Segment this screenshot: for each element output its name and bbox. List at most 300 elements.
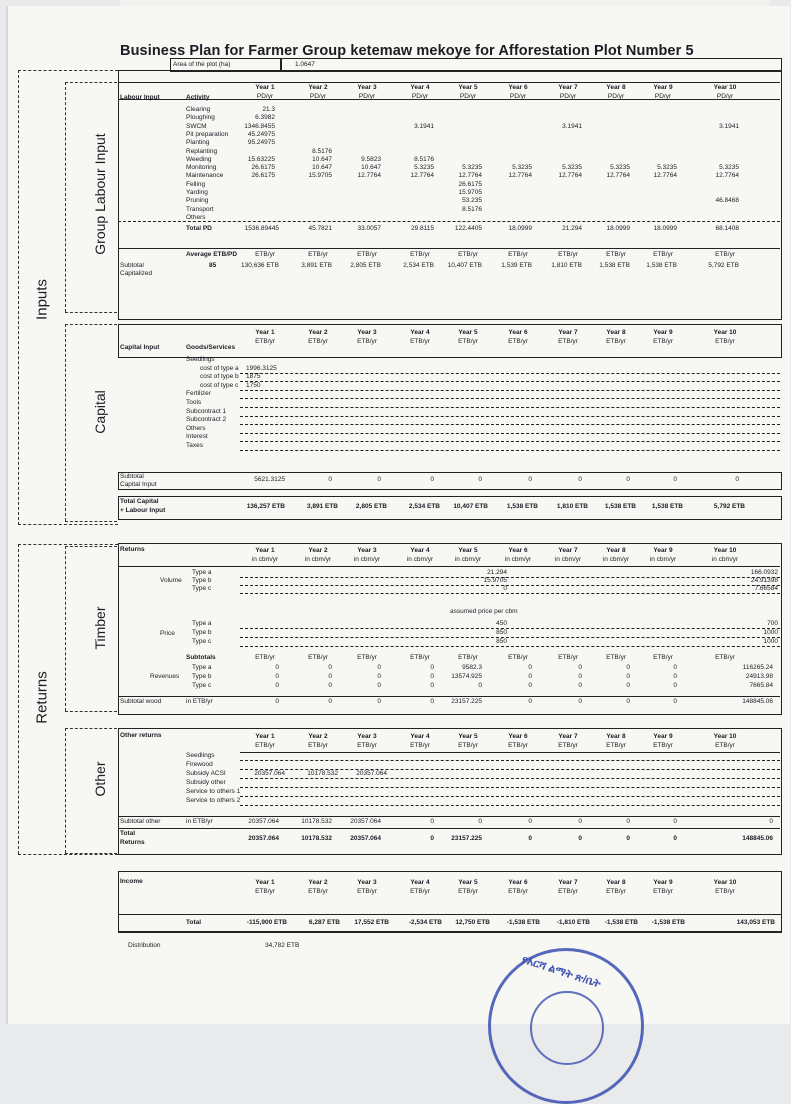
wood-subtotal-cell: 0 [528, 698, 532, 705]
labour-header-year-1: Year 1 [255, 84, 275, 91]
other-subtotal-cell: 0 [430, 818, 434, 825]
revenue-cell: 0 [275, 673, 279, 680]
subtotals-unit: ETB/yr [255, 654, 275, 661]
labour-cell: 5.3235 [719, 164, 739, 172]
labour-bracket-top [65, 82, 117, 83]
capital-total-cell: 10,407 ETB [453, 503, 488, 510]
labour-header-unit-6: PD/yr [509, 93, 527, 100]
income-header-unit-8: ETB/yr [606, 888, 626, 895]
subtotals-unit: ETB/yr [653, 654, 673, 661]
labour-cell: 9.5823 [361, 155, 381, 163]
capital-bracket-top [65, 324, 117, 325]
timber-price-rule [240, 628, 780, 629]
timber-header-unit-9: in cbm/yr [649, 556, 677, 563]
labour-cell: 8.5176 [462, 205, 482, 213]
capital-header-unit-7: ETB/yr [558, 338, 578, 345]
labour-etb-unit: ETB/yr [255, 251, 275, 258]
labour-header-unit-4: PD/yr [411, 93, 429, 100]
labour-etb-unit: ETB/yr [715, 251, 735, 258]
volume-type-label: Type b [192, 577, 212, 584]
labour-cell: 26.6175 [458, 180, 482, 188]
distribution-value: 34,782 ETB [265, 942, 300, 949]
timber-bracket-top [65, 546, 117, 547]
labour-header-year-10: Year 10 [713, 84, 737, 91]
labour-total-label: Total PD [186, 225, 212, 232]
labour-cell: 12.7764 [606, 172, 630, 180]
total-returns-cell: 23157.225 [451, 835, 482, 842]
timber-volume-rule [240, 593, 780, 594]
capital-row-label: Others [186, 424, 206, 432]
capital-subtotal-cell: 0 [626, 476, 630, 483]
labour-bracket-bottom [65, 312, 117, 313]
timber-header-year-4: Year 4 [410, 547, 430, 554]
labour-cell: 12.7764 [558, 172, 582, 180]
price-y5-cell: 850 [496, 629, 507, 636]
revenue-cell: 0 [478, 682, 482, 689]
other-row-rule [240, 760, 780, 761]
other-header-year-4: Year 4 [410, 733, 430, 740]
wood-subtotal-cell: 0 [673, 698, 677, 705]
labour-subtotal-label: Subtotal [120, 262, 144, 269]
timber-header-unit-6: in cbm/yr [504, 556, 532, 563]
labour-cell: 26.6175 [251, 172, 275, 180]
other-header-year-3: Year 3 [357, 733, 377, 740]
capital-row-label: Tools [186, 399, 202, 406]
subtotals-unit: ETB/yr [410, 654, 430, 661]
capital-total-cell: 1,538 ETB [604, 503, 636, 510]
labour-header-year-3: Year 3 [357, 84, 377, 91]
total-returns-cell: 0 [626, 835, 630, 842]
total-capital-label2: + Labour Input [120, 507, 166, 514]
labour-subtotal-cell: 1,539 ETB [501, 262, 532, 269]
income-header-unit-3: ETB/yr [357, 888, 377, 895]
income-header-year-9: Year 9 [653, 879, 673, 886]
labour-cell: 12.7764 [508, 172, 532, 180]
other-header-unit-4: ETB/yr [410, 742, 430, 749]
labour-header-year-9: Year 9 [653, 84, 673, 91]
other-row-label: Firewood [186, 761, 213, 768]
subtotals-unit: ETB/yr [606, 654, 626, 661]
timber-header-year-5: Year 5 [458, 547, 478, 554]
stamp-text: የእርሻ ልማት ጽ/ቤት [520, 953, 603, 991]
capital-row-label: Fertilizer [186, 390, 211, 398]
capital-row-value: 1750 [246, 381, 261, 389]
total-returns-cell: 0 [528, 835, 532, 842]
wood-subtotal-rule [118, 696, 780, 697]
wood-subtotal-cell: 0 [377, 698, 381, 705]
inputs-bracket-top [18, 70, 118, 71]
capital-row-value: 1875 [246, 373, 261, 381]
labour-row-label: Monitoring [186, 164, 217, 172]
total-returns-cell: 10178.532 [301, 835, 332, 842]
revenue-cell: 0 [578, 682, 582, 689]
labour-row-label: Transport [186, 205, 214, 213]
wood-subtotal-cell: 0 [430, 698, 434, 705]
labour-header-year-5: Year 5 [458, 84, 478, 91]
capital-subtotal-cell: 5621.3125 [254, 476, 285, 483]
income-header-year-2: Year 2 [308, 879, 328, 886]
labour-total-cell: 122.4405 [454, 225, 482, 232]
labour-subtotal-cell: 1,538 ETB [599, 262, 630, 269]
capital-header-year-2: Year 2 [308, 329, 328, 336]
capital-total-cell: 1,538 ETB [506, 503, 538, 510]
other-subtotal-cell: 0 [578, 818, 582, 825]
capital-header-year-8: Year 8 [606, 329, 626, 336]
other-header-year-1: Year 1 [255, 733, 275, 740]
other-header-year-9: Year 9 [653, 733, 673, 740]
volume-type-label: Type c [192, 585, 212, 592]
capital-subtotal-cell: 0 [735, 476, 739, 483]
other-row-rule [240, 787, 780, 788]
other-header-unit-1: ETB/yr [255, 742, 275, 749]
labour-total-cell: 18.0999 [508, 225, 532, 232]
other-row-rule [240, 778, 780, 779]
capital-header-unit-8: ETB/yr [606, 338, 626, 345]
subtotals-unit: ETB/yr [715, 654, 735, 661]
labour-header-year-8: Year 8 [606, 84, 626, 91]
timber-header-year-6: Year 6 [508, 547, 528, 554]
timber-header-year-8: Year 8 [606, 547, 626, 554]
labour-cell: 12.7764 [653, 172, 677, 180]
capital-header-year-6: Year 6 [508, 329, 528, 336]
capital-total-cell: 2,805 ETB [355, 503, 387, 510]
other-subtotal-cell: 0 [626, 818, 630, 825]
revenues-label: Revenues [150, 673, 180, 680]
revenue-cell: 0 [275, 664, 279, 671]
area-value: 1.0647 [295, 61, 315, 68]
labour-bracket [65, 82, 66, 312]
wood-subtotal-cell: 0 [275, 698, 279, 705]
other-subtotal-cell: 0 [528, 818, 532, 825]
income-header-year-7: Year 7 [558, 879, 578, 886]
labour-cell: 3.1941 [562, 122, 582, 130]
other-header-year-7: Year 7 [558, 733, 578, 740]
subtotal-wood-label: Subtotal wood [120, 698, 162, 705]
timber-header-year-3: Year 3 [357, 547, 377, 554]
revenue-cell: 13574.925 [451, 673, 482, 680]
price-type-label: Type c [192, 638, 212, 645]
total-returns-cell: 0 [430, 835, 434, 842]
official-stamp-inner [530, 991, 604, 1065]
subtotal-other-label: Subtotal other [120, 818, 161, 825]
subtotals-label: Subtotals [186, 654, 216, 661]
price-type-label: Type b [192, 629, 212, 636]
labour-header-unit-9: PD/yr [654, 93, 672, 100]
capital-row-value: 1996.3125 [246, 364, 277, 372]
labour-subtotal-cell: 3,891 ETB [301, 262, 332, 269]
labour-row-label: Ploughing [186, 114, 215, 122]
income-header-unit-5: ETB/yr [458, 888, 478, 895]
labour-cell: 6.3982 [255, 114, 275, 122]
income-total-cell: -1,810 ETB [556, 919, 590, 926]
other-header-unit-2: ETB/yr [308, 742, 328, 749]
capital-subtotal-cell: 0 [478, 476, 482, 483]
labour-etb-unit: ETB/yr [308, 251, 328, 258]
labour-row-label: Yarding [186, 189, 208, 196]
labour-row-label: Weeding [186, 155, 212, 163]
capital-subtotal-cell: 0 [528, 476, 532, 483]
income-total-cell: -1,538 ETB [506, 919, 540, 926]
labour-etb-unit: ETB/yr [410, 251, 430, 258]
capital-row-label: Subcontract 2 [186, 416, 227, 424]
other-row-label: Subsidy other [186, 779, 226, 786]
labour-cell: 3.1941 [719, 122, 739, 130]
price-y10-cell: 1000 [763, 629, 778, 636]
income-header-unit-10: ETB/yr [715, 888, 735, 895]
volume-y10-cell: 7.66584 [754, 585, 778, 592]
capital-header-unit-3: ETB/yr [357, 338, 377, 345]
total-returns-cell: 0 [578, 835, 582, 842]
income-total-cell: -1,538 ETB [651, 919, 685, 926]
labour-cell: 5.3235 [414, 164, 434, 172]
capital-row-label: cost of type a [200, 364, 239, 372]
returns-bracket-left [18, 544, 19, 854]
labour-header-year-6: Year 6 [508, 84, 528, 91]
labour-cell: 15.9705 [308, 172, 332, 180]
total-returns-cell: 148845.06 [742, 835, 773, 842]
capital-header-unit-9: ETB/yr [653, 338, 673, 345]
capital-header-year-3: Year 3 [357, 329, 377, 336]
total-returns-label2: Returns [120, 839, 145, 846]
labour-row-label: SWCM [186, 122, 207, 130]
capital-subtotal-cell: 0 [673, 476, 677, 483]
volume-y5-cell: 0 [503, 585, 507, 592]
labour-row-label: Replanting [186, 147, 218, 155]
volume-y10-cell: 166.0932 [750, 569, 778, 576]
labour-row-label: Clearing [186, 106, 211, 113]
other-header-unit-9: ETB/yr [653, 742, 673, 749]
labour-subtotal-cell: 2,805 ETB [350, 262, 381, 269]
area-label: Area of the plot (ha) [173, 61, 231, 68]
inputs-bracket-bottom [18, 524, 118, 525]
timber-header-unit-7: in cbm/yr [554, 556, 582, 563]
capital-total-cell: 3,891 ETB [306, 503, 338, 510]
total-returns-cell: 20357.064 [350, 835, 381, 842]
timber-header-year-7: Year 7 [558, 547, 578, 554]
other-row-cell: 20357.064 [254, 770, 285, 777]
labour-cell: 5.3235 [562, 164, 582, 172]
timber-header-unit-1: in cbm/yr [251, 556, 279, 563]
income-header-year-4: Year 4 [410, 879, 430, 886]
other-header-unit-7: ETB/yr [558, 742, 578, 749]
capital-header-unit-2: ETB/yr [308, 338, 328, 345]
other-row-label: Service to others 1 [186, 788, 241, 795]
other-in-etb-label: in ETB/yr [186, 818, 213, 825]
labour-etb-unit: ETB/yr [606, 251, 626, 258]
price-y5-cell: 450 [496, 620, 507, 627]
other-section-label: Other returns [120, 732, 162, 739]
income-header-unit-1: ETB/yr [255, 888, 275, 895]
labour-etb-unit: ETB/yr [357, 251, 377, 258]
revenue-cell: 0 [673, 664, 677, 671]
other-header-year-6: Year 6 [508, 733, 528, 740]
labour-header-unit-1: PD/yr [256, 93, 274, 100]
other-header-year-10: Year 10 [713, 733, 737, 740]
other-subtotal-rule [118, 816, 780, 817]
capital-header-year-4: Year 4 [410, 329, 430, 336]
revenue-cell: 0 [328, 682, 332, 689]
timber-price-rule [240, 646, 780, 647]
labour-header-year-4: Year 4 [410, 84, 430, 91]
labour-cell: 46.8468 [715, 197, 739, 205]
capital-total-cell: 5,792 ETB [713, 503, 745, 510]
other-header-unit-10: ETB/yr [715, 742, 735, 749]
wood-subtotal-cell: 0 [578, 698, 582, 705]
labour-etb-unit: ETB/yr [558, 251, 578, 258]
capital-header-year-5: Year 5 [458, 329, 478, 336]
capital-total-cell: 2,534 ETB [408, 503, 440, 510]
returns-label: Returns [33, 671, 51, 724]
revenue-cell: 0 [430, 664, 434, 671]
capital-row-rule [240, 450, 780, 451]
subtotals-unit: ETB/yr [458, 654, 478, 661]
revenue-cell: 0 [528, 673, 532, 680]
income-total-cell: -1,538 ETB [604, 919, 638, 926]
other-subtotal-cell: 20357.064 [248, 818, 279, 825]
timber-header-rule [118, 566, 780, 567]
capital-subtotal-cell: 0 [377, 476, 381, 483]
other-header-year-8: Year 8 [606, 733, 626, 740]
labour-row-label: Others [186, 213, 206, 221]
revenue-cell: 0 [377, 664, 381, 671]
avg-etb-value: 85 [209, 262, 217, 269]
revenue-cell: 0 [328, 673, 332, 680]
subtotals-unit: ETB/yr [357, 654, 377, 661]
labour-cell: 21.3 [262, 106, 275, 113]
activity-label: Activity [186, 94, 210, 101]
income-header-unit-7: ETB/yr [558, 888, 578, 895]
labour-header-unit-8: PD/yr [607, 93, 625, 100]
capital-row-label: Seedlings [186, 356, 215, 363]
income-header-unit-4: ETB/yr [410, 888, 430, 895]
labour-subtotal-cell: 2,534 ETB [403, 262, 434, 269]
capital-row-label: Taxes [186, 442, 203, 449]
revenue-cell: 0 [430, 682, 434, 689]
timber-section-label: Returns [120, 546, 145, 553]
other-subtotal-cell: 0 [478, 818, 482, 825]
labour-row-label: Planting [186, 139, 210, 147]
total-returns-rule [118, 828, 780, 829]
returns-bracket-bottom [18, 854, 118, 855]
labour-cell: 10.647 [312, 164, 332, 172]
revenue-cell: 0 [578, 664, 582, 671]
income-total-label: Total [186, 919, 202, 926]
revenue-cell: 0 [673, 673, 677, 680]
labour-section-label: Labour Input [120, 94, 160, 101]
other-header-unit-3: ETB/yr [357, 742, 377, 749]
total-returns-cell: 0 [673, 835, 677, 842]
labour-cell: 95.24975 [247, 139, 275, 147]
timber-header-unit-4: in cbm/yr [406, 556, 434, 563]
labour-header-unit-5: PD/yr [459, 93, 477, 100]
capital-header-year-7: Year 7 [558, 329, 578, 336]
labour-etb-unit: ETB/yr [508, 251, 528, 258]
total-returns-label: Total [120, 830, 136, 837]
revenue-cell: 0 [626, 673, 630, 680]
inputs-label: Inputs [33, 279, 51, 320]
subtotals-unit: ETB/yr [558, 654, 578, 661]
distribution-label: Distribution [128, 942, 161, 949]
revenue-cell: 0 [528, 664, 532, 671]
other-row-rule [240, 805, 780, 806]
volume-y10-cell: 24.91398 [750, 577, 778, 584]
labour-subtotal-cell: 130,636 ETB [241, 262, 279, 269]
capital-header-unit-5: ETB/yr [458, 338, 478, 345]
timber-label: Timber [92, 606, 108, 650]
capital-section-label: Capital Input [120, 344, 160, 351]
labour-total-rule [118, 221, 780, 222]
other-bracket [65, 728, 66, 853]
capital-header-unit-10: ETB/yr [715, 338, 735, 345]
labour-total-cell: 68.1408 [715, 225, 739, 232]
other-subtotal-cell: 10178.532 [301, 818, 332, 825]
income-total-cell: 17,552 ETB [354, 919, 389, 926]
income-total-cell: 12,750 ETB [455, 919, 490, 926]
other-header-year-5: Year 5 [458, 733, 478, 740]
timber-header-year-9: Year 9 [653, 547, 673, 554]
volume-y5-cell: 15.9705 [483, 577, 507, 584]
capital-bracket [65, 324, 66, 521]
other-row-cell: 10178.532 [307, 770, 338, 777]
labour-cell: 12.7764 [357, 172, 381, 180]
capital-row-rule [240, 407, 780, 408]
labour-cell: 12.7764 [410, 172, 434, 180]
capital-header-unit-4: ETB/yr [410, 338, 430, 345]
capital-row-rule [240, 373, 780, 374]
income-header-unit-2: ETB/yr [308, 888, 328, 895]
wood-subtotal-cell: 23157.225 [451, 698, 482, 705]
revenue-cell: 116265.24 [742, 664, 773, 671]
labour-etb-unit: ETB/yr [653, 251, 673, 258]
revenue-cell: 0 [430, 673, 434, 680]
labour-cell: 12.7764 [715, 172, 739, 180]
labour-cell: 45.24975 [247, 130, 275, 138]
revenue-cell: 0 [528, 682, 532, 689]
timber-header-year-1: Year 1 [255, 547, 275, 554]
capital-label: Capital [92, 390, 108, 434]
price-type-label: Type a [192, 620, 212, 627]
revenue-cell: 0 [626, 682, 630, 689]
capital-header-unit-1: ETB/yr [255, 338, 275, 345]
timber-header-unit-2: in cbm/yr [304, 556, 332, 563]
income-header-year-5: Year 5 [458, 879, 478, 886]
other-subtotal-cell: 0 [769, 818, 773, 825]
labour-row-label: Pruning [186, 197, 209, 205]
volume-label: Volume [160, 577, 182, 584]
labour-cell: 3.1941 [414, 122, 434, 130]
revenue-cell: 0 [328, 664, 332, 671]
wood-subtotal-cell: 0 [626, 698, 630, 705]
timber-header-unit-5: in cbm/yr [454, 556, 482, 563]
capital-row-label: cost of type c [200, 381, 239, 389]
labour-total-cell: 29.8115 [410, 225, 434, 232]
labour-header-year-7: Year 7 [558, 84, 578, 91]
revenue-cell: 9582.3 [462, 664, 482, 671]
revenue-cell: 7665.84 [749, 682, 773, 689]
labour-header-unit-3: PD/yr [358, 93, 376, 100]
inputs-bracket-left [18, 70, 19, 525]
labour-header-year-2: Year 2 [308, 84, 328, 91]
labour-capitalized-label: Capitalized [120, 270, 153, 277]
capital-total-cell: 1,810 ETB [556, 503, 588, 510]
capital-row-rule [240, 416, 780, 417]
labour-header-unit-10: PD/yr [716, 93, 734, 100]
price-y10-cell: 1000 [763, 638, 778, 645]
income-header-year-3: Year 3 [357, 879, 377, 886]
total-returns-cell: 20357.064 [248, 835, 279, 842]
labour-row-label: Maintenance [186, 172, 224, 180]
capital-row-rule [240, 424, 780, 425]
